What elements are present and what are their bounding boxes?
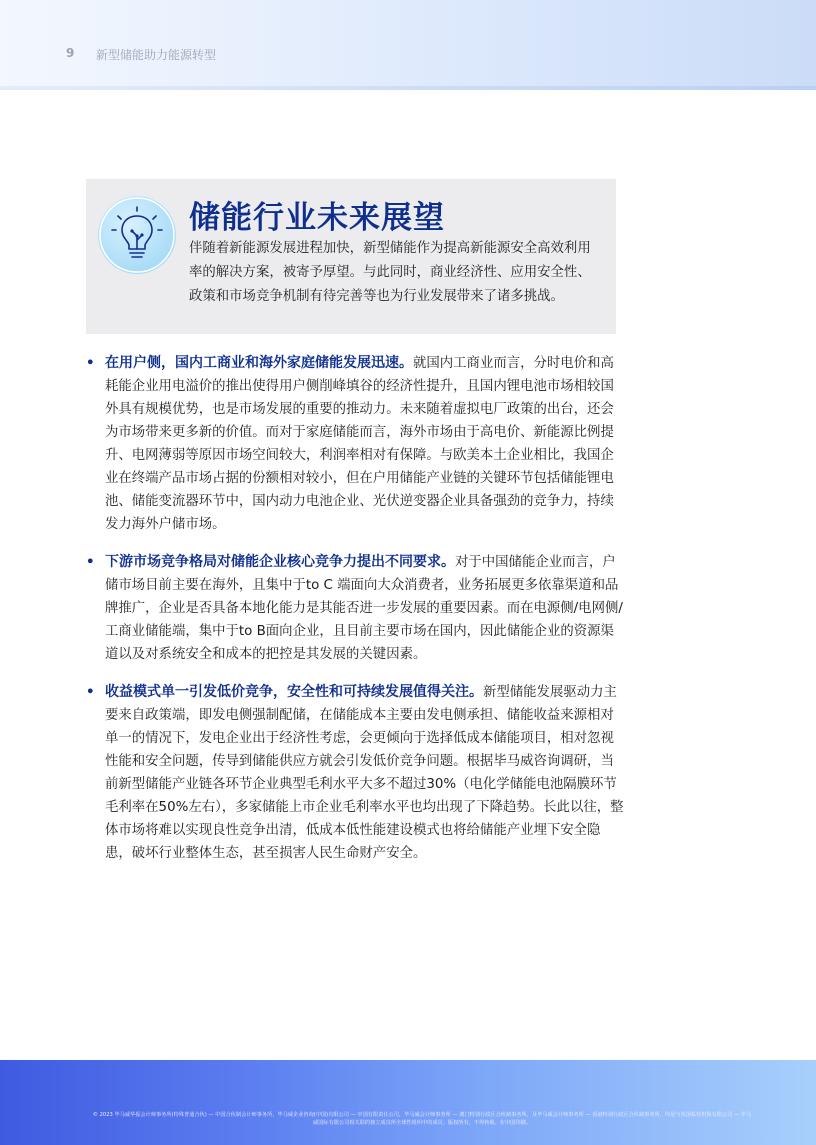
section-title: 储能行业未来展望	[189, 200, 445, 236]
bullet-body: 新型储能发展驱动力主要来自政策端，即发电侧强制配储，在储能成本主要由发电侧承担、储能收益来源相对单一的情况下，发电企业出于经济性考虑，会更倾向于选择低成本储能项目，相对忽视性能和安全问题，传导到储能供应方就会引发低价竞争问题。根据毕马威咨询调研，当前新型储能产业链各环节企业典型毛利水平大多不超过30%（电化学储能电池隔膜环节毛利率在50%左右），多家储能上市企业毛利率水平也均出现了下降趋势。长此以往，整体市场将难以实现良性竞争出清，低成本低性能建设模式也将给储能产业埋下安全隐患，破坏行业整体生态，甚至损害人民生命财产安全。	[105, 685, 624, 861]
bullet-list	[86, 352, 626, 880]
bullet-lead: 收益模式单一引发低价竞争，安全性和可持续发展值得关注。	[105, 684, 483, 700]
bullet-item	[86, 551, 626, 666]
header-band	[0, 0, 816, 90]
bullet-body: 对于中国储能企业而言，户储市场目前主要在海外，且集中于to C 端面向大众消费者，业务拓展更多依靠渠道和品牌推广，企业是否具备本地化能力是其能否进一步发展的重要因素。而在电源侧/电网侧/工商业储能端，集中于to B面向企业，且目前主要市场在国内，因此储能企业的资源渠道以及对系统安全和成本的把控是其发展的关键因素。	[105, 555, 623, 662]
intro-paragraph: 伴随着新能源发展进程加快，新型储能作为提高新能源安全高效利用率的解决方案，被寄予厚望。与此同时，商业经济性、应用安全性、政策和市场竞争机制有待完善等也为行业发展带来了诸多挑战。	[189, 241, 591, 304]
lightbulb-icon	[98, 196, 176, 274]
bullet-lead: 在用户侧，国内工商业和海外家庭储能发展迅速。	[105, 355, 413, 371]
bullet-lead: 下游市场竞争格局对储能企业核心竞争力提出不同要求。	[105, 554, 455, 570]
running-header-title: 新型储能助力能源转型	[96, 48, 217, 62]
footer-band	[0, 1060, 816, 1145]
bullet-body: 就国内工商业而言，分时电价和高耗能企业用电溢价的推出使得用户侧削峰填谷的经济性提升，且国内锂电池市场相较国外具有规模优势，也是市场发展的重要的推动力。未来随着虚拟电厂政策的出台，还会为市场带来更多新的价值。而对于家庭储能而言，海外市场由于高电价、新能源比例提升、电网薄弱等原因市场空间较大，利润率相对有保障。与欧美本土企业相比，我国企业在终端产品市场占据的份额相对较小，但在户用储能产业链的关键环节包括储能锂电池、储能变流器环节中，国内动力电池企业、光伏逆变器企业具备强劲的竞争力，持续发力海外户储市场。	[105, 356, 614, 532]
bullet-marker: •	[86, 685, 95, 700]
bullet-item	[86, 352, 626, 536]
bullet-item	[86, 681, 626, 865]
bullet-marker: •	[86, 555, 95, 570]
copyright-notice: © 2023 毕马威华振会计师事务所(特殊普通合伙) — 中国合伙制会计师事务所，毕马威企业咨询(中国)有限公司 — 中国有限责任公司，毕马威会计师事务所 — 澳门特别行政区合伙制事务所，及毕马威会计师事务所 — 香港特别行政区合伙制事务所，均是与英国私营担保有限公司 — 毕马威国际有限公司相关联的独立成员所全球性组织中的成员。版权所有，不得转载。在中国印刷。	[92, 1112, 752, 1126]
bullet-marker: •	[86, 356, 95, 371]
page-number: 9	[66, 46, 75, 60]
